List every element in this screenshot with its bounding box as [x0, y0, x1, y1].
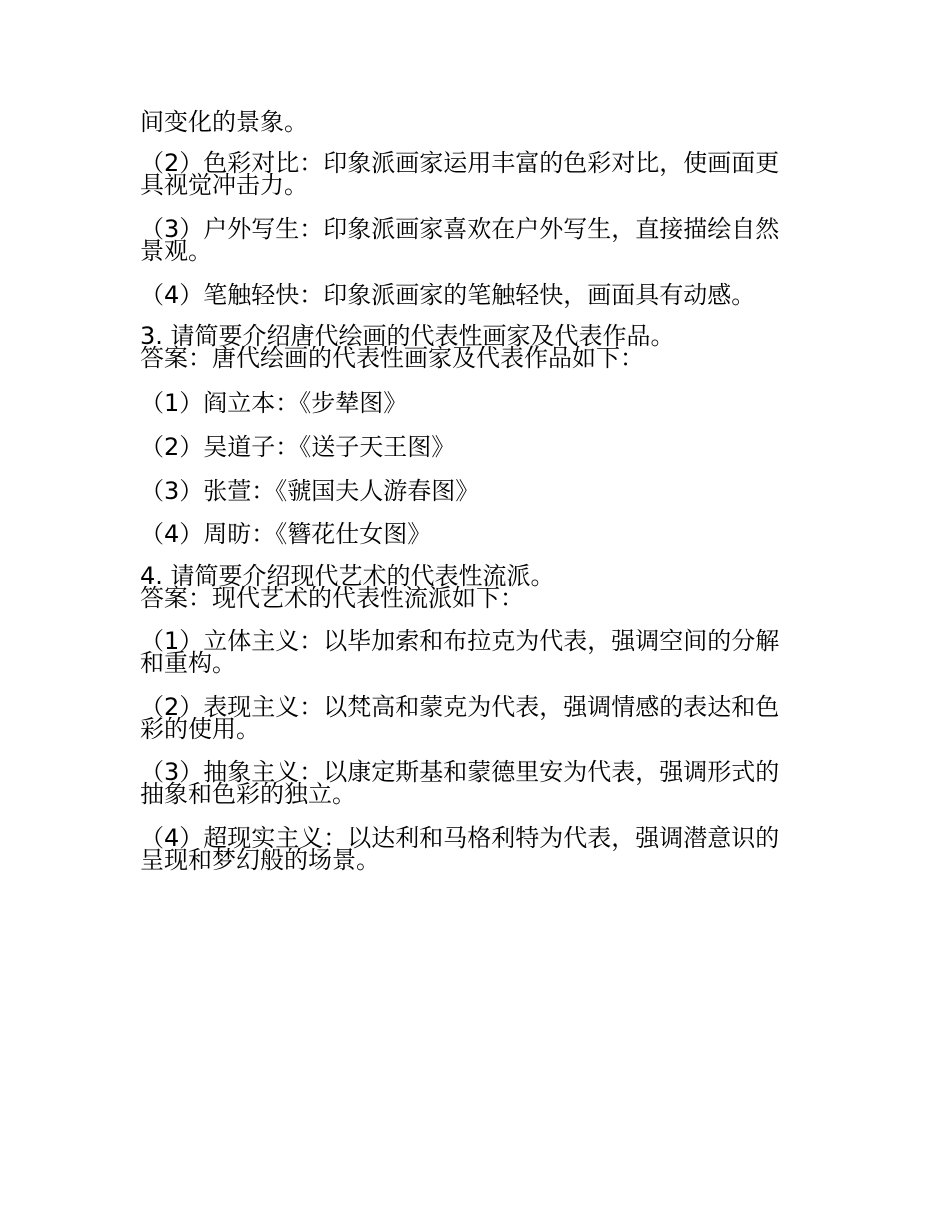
item-line-1: （2）表现主义：以梵高和蒙克为代表，强调情感的表达和色 [140, 693, 780, 721]
item-line-2: 抽象和色彩的独立。 [140, 780, 356, 808]
q4-item-4 [140, 824, 810, 874]
item-line-2: 呈现和梦幻般的场景。 [140, 846, 380, 874]
question-3 [140, 322, 810, 372]
item-line-1: （1）立体主义：以毕加索和布拉克为代表，强调空间的分解 [140, 627, 780, 655]
q3-item-3: （3）张萱：《虢国夫人游春图》 [140, 477, 480, 505]
point-line-2: 具视觉冲击力。 [140, 171, 308, 199]
question-4-answer: 答案：现代艺术的代表性流派如下： [140, 584, 524, 612]
item-line-2: 彩的使用。 [140, 715, 260, 743]
question-3-title: 3. 请简要介绍唐代绘画的代表性画家及代表作品。 [140, 322, 675, 350]
point-line-1: （2）色彩对比：印象派画家运用丰富的色彩对比，使画面更 [140, 149, 780, 177]
q4-item-3 [140, 758, 810, 808]
continuation-text: 间变化的景象。 [140, 108, 308, 136]
impressionism-point-4: （4）笔触轻快：印象派画家的笔触轻快，画面具有动感。 [140, 281, 756, 309]
item-line-1: （4）超现实主义：以达利和马格利特为代表，强调潜意识的 [140, 824, 780, 852]
question-4 [140, 562, 810, 612]
item-line-2: 和重构。 [140, 649, 236, 677]
q3-item-4: （4）周昉：《簪花仕女图》 [140, 520, 432, 548]
q3-item-1: （1）阎立本：《步辇图》 [140, 389, 408, 417]
impressionism-point-2 [140, 149, 810, 199]
point-line-2: 景观。 [140, 237, 212, 265]
q4-item-2 [140, 693, 810, 743]
point-line-1: （3）户外写生：印象派画家喜欢在户外写生，直接描绘自然 [140, 215, 780, 243]
q3-item-2: （2）吴道子：《送子天王图》 [140, 433, 456, 461]
impressionism-point-3 [140, 215, 810, 265]
item-line-1: （3）抽象主义：以康定斯基和蒙德里安为代表，强调形式的 [140, 758, 780, 786]
question-3-answer: 答案：唐代绘画的代表性画家及代表作品如下： [140, 344, 644, 372]
q4-item-1 [140, 627, 810, 677]
question-4-title: 4. 请简要介绍现代艺术的代表性流派。 [140, 562, 555, 590]
